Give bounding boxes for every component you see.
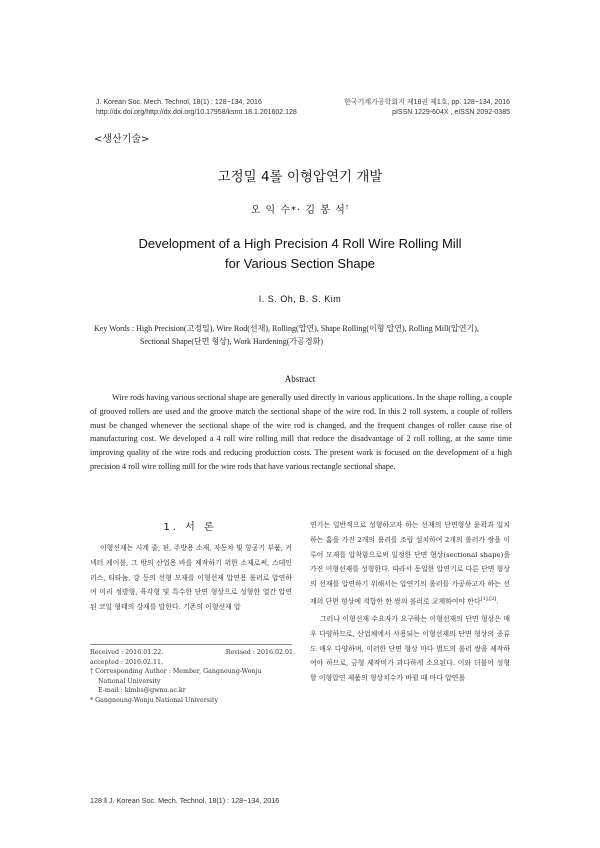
- intro-paragraph-1: 이형선재는 시계 줄, 핀, 주방용 소재, 자동차 및 항공기 부품, 커넥터 케이블, 그 밖의 산업용 바를 제작하기 위한 소재로써, 스테인리스, 티타늄, 강 등의 선형 모재를 이형선재 압연용 롤러로 압연하여 미리 정방형, 육각형 및 특수한 단면 형상으로 성형한 열간 압연된 코일 형태의 강재를 말한다. 기존의 이형선재 압: [90, 544, 292, 612]
- section-label: <생산기술>: [94, 134, 150, 145]
- title-english: [0, 234, 600, 274]
- authors-korean: [0, 201, 600, 216]
- abstract-body: Wire rods having various sectional shape are generally used directly in various applications. In the shape rolling, a couple of grooved rollers are used and the groove match the sectional shape of the wire rod. In this 2 roll system, a couple of rollers must be changed whenever the sectional shape of the wire rod is changed, and the frequent changes of roller cause rise of manufacturing cost. We developed a 4 roll wire rolling mill that reduce the disadvantage of 2 roll rolling, at the same time improving quality of the wire rods and reducing production costs. The present work is focused on the development of a high precision 4 roll wire rolling mill for the wire rods that have various rectangle sectional shape.: [90, 393, 512, 471]
- keywords-line2: Sectional Shape(단면 형상), Work Hardening(가공경화): [140, 337, 323, 346]
- authors-english: I. S. Oh, B. S. Kim: [258, 294, 342, 304]
- received-date: Received : 2016.01.22.: [90, 649, 164, 656]
- footnotes: [90, 648, 295, 706]
- keywords-line1: Key Words : High Precision(고정밀), Wire Rod(선재), Rolling(압연), Shape Rolling(이형 압연), Rolling Mill(압연기),: [94, 324, 479, 333]
- intro-right-column: [310, 518, 510, 686]
- title-korean: 고정밀 4롤 이형압연기 개발: [217, 169, 383, 185]
- intro-paragraph-3: 그러나 이형선재 수요자가 요구하는 이형선재의 단면 형상은 매우 다양하므로, 산업체에서 사용되는 이형선재의 단면 형상의 종류도 매우 다양하며, 이러한 단면 형상 마다 별도의 롤러 쌍을 제작하여야 하므로, 금형 제작비가 과다하게 소요된다. 이와 더불어 성형할 이형압연 제품의 형상치수가 바뀔 때 마다 압연롤: [310, 615, 510, 683]
- section-1-heading: 1. 서 론: [163, 522, 217, 533]
- authors-korean-names: 오 익 수*· 김 봉 석: [250, 205, 346, 216]
- page-footer: [90, 796, 279, 805]
- coauthor-affiliation: * Gangneung-Wonju National University: [90, 696, 219, 704]
- corresponding-author-mark: †: [345, 204, 350, 211]
- footer-citation: J. Korean Soc. Mech. Technol, 18(1) : 128~134, 2016: [108, 796, 280, 805]
- corresponding-author: † Corresponding Author : Member, Gangneung-Wonju: [90, 668, 262, 676]
- title-english-line2: for Various Section Shape: [224, 256, 376, 271]
- page-number: 128: [90, 796, 102, 805]
- journal-korean-header: 한국기계가공학회지 제18권 제1호, pp. 128~134, 2016: [344, 99, 510, 106]
- title-english-line1: Development of a High Precision 4 Roll Wire Rolling Mill: [138, 236, 462, 251]
- revised-date: Revised : 2016.02.01.: [225, 649, 295, 656]
- footnote-divider: [90, 644, 292, 645]
- intro-paragraph-2-text: 연기는 일반적으로 성형하고자 하는 선재의 단면형상 윤곽과 일치하는 홈을 가진 2개의 롤러를 조립 설치하여 2개의 롤러가 쌍을 이루어 모재를 압착함으로써 일정한 단면 형상(sectional shape)을 가진 이형선재를 성형한다. 따라서 동일한 압연기로 다른 단면 형상의 선재를 압연하기 위해서는 압연기의 롤러를 가공하고자 하는 선재의 단면 형상에 적합한 한 쌍의 롤러로 교체하여야 한다: [310, 521, 510, 606]
- corresponding-author-affiliation: National University: [98, 677, 161, 685]
- journal-citation-header: J. Korean Soc. Mech. Technol, 18(1) : 128~134, 2016: [96, 99, 262, 106]
- doi-link[interactable]: http://dx.doi.org/http://dx.doi.org/10.17958/ksmt.18.1.201602.128: [96, 109, 297, 116]
- author-email[interactable]: E-mail : kimbs@gwnu.ac.kr: [98, 687, 186, 695]
- intro-paragraph-2: [310, 518, 510, 609]
- intro-paragraph-2-end: .: [496, 597, 499, 606]
- issn-header: pISSN 1229-604X , eISSN 2092-0385: [392, 109, 510, 116]
- abstract-heading: Abstract: [284, 374, 316, 384]
- accepted-date: accepted : 2016.02.11.: [90, 658, 164, 666]
- citation-ref[interactable]: [1],[2]: [480, 595, 497, 602]
- footer-separator: ‖: [104, 796, 107, 805]
- keywords: [94, 322, 524, 348]
- intro-left-column: [90, 541, 292, 615]
